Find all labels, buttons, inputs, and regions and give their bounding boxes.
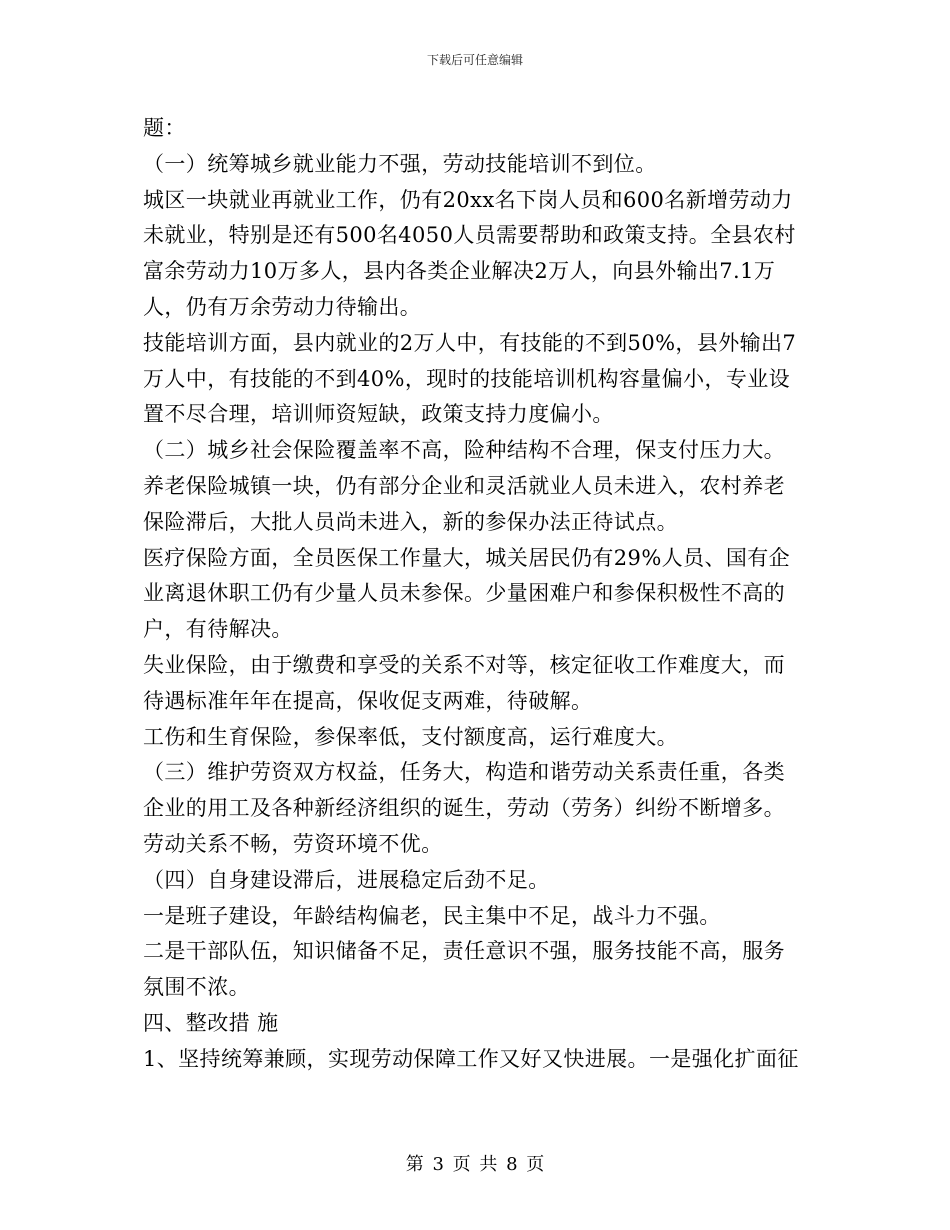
- text-line: 医疗保险方面，全员医保工作量大，城关居民仍有29%人员、国有企: [143, 545, 791, 570]
- text-line: 富余劳动力10万多人，县内各类企业解决2万人，向县外输出7.1万: [143, 259, 776, 284]
- text-line: 题：: [143, 116, 186, 140]
- text-line: 户，有待解决。: [143, 617, 293, 642]
- text-line: 养老保险城镇一块，仍有部分企业和灵活就业人员未进入，农村养老: [143, 473, 785, 498]
- text-line: （三）维护劳资双方权益，任务大，构造和谐劳动关系责任重，各类: [143, 760, 785, 785]
- text-line: （一）统筹城乡就业能力不强，劳动技能培训不到位。: [143, 151, 657, 176]
- text-line: 人，仍有万余劳动力待输出。: [143, 294, 422, 319]
- text-line: 万人中，有技能的不到40%，现时的技能培训机构容量偏小，专业设: [143, 366, 791, 391]
- document-body: [143, 111, 808, 1078]
- text-line: （四）自身建设滞后，进展稳定后劲不足。: [143, 867, 550, 892]
- text-line: 二是干部队伍，知识储备不足，责任意识不强，服务技能不高，服务: [143, 939, 785, 964]
- text-line: 待遇标准年年在提高，保收促支两难，待破解。: [143, 688, 593, 713]
- text-line: 技能培训方面，县内就业的2万人中，有技能的不到50%，县外输出7: [143, 330, 797, 355]
- text-line: 工伤和生育保险，参保率低，支付额度高，运行难度大。: [143, 724, 678, 749]
- text-line: 四、整改措 施: [143, 1010, 279, 1035]
- text-line: 置不尽合理，培训师资短缺，政策支持力度偏小。: [143, 402, 614, 427]
- text-line: 业离退休职工仍有少量人员未参保。少量困难户和参保积极性不高的: [143, 581, 785, 606]
- text-line: 劳动关系不畅，劳资环境不优。: [143, 831, 443, 856]
- page-header: 下载后可任意编辑: [426, 53, 523, 67]
- text-line: 1、坚持统筹兼顾，实现劳动保障工作又好又快进展。一是强化扩面征: [143, 1046, 799, 1071]
- text-line: 城区一块就业再就业工作，仍有20xx名下岗人员和600名新增劳动力: [143, 187, 793, 212]
- page-number-footer: 第 3 页 共 8 页: [405, 1154, 545, 1175]
- text-line: 未就业，特别是还有500名4050人员需要帮助和政策支持。全县农村: [143, 223, 796, 248]
- text-line: 失业保险，由于缴费和享受的关系不对等，核定征收工作难度大，而: [143, 652, 785, 677]
- text-line: 企业的用工及各种新经济组织的诞生，劳动（劳务）纠纷不断增多。: [143, 796, 785, 821]
- text-line: （二）城乡社会保险覆盖率不高，险种结构不合理，保支付压力大。: [143, 438, 785, 463]
- text-line: 氛围不浓。: [143, 975, 250, 1000]
- text-line: 保险滞后，大批人员尚未进入，新的参保办法正待试点。: [143, 509, 678, 534]
- text-line: 一是班子建设，年龄结构偏老，民主集中不足，战斗力不强。: [143, 903, 721, 928]
